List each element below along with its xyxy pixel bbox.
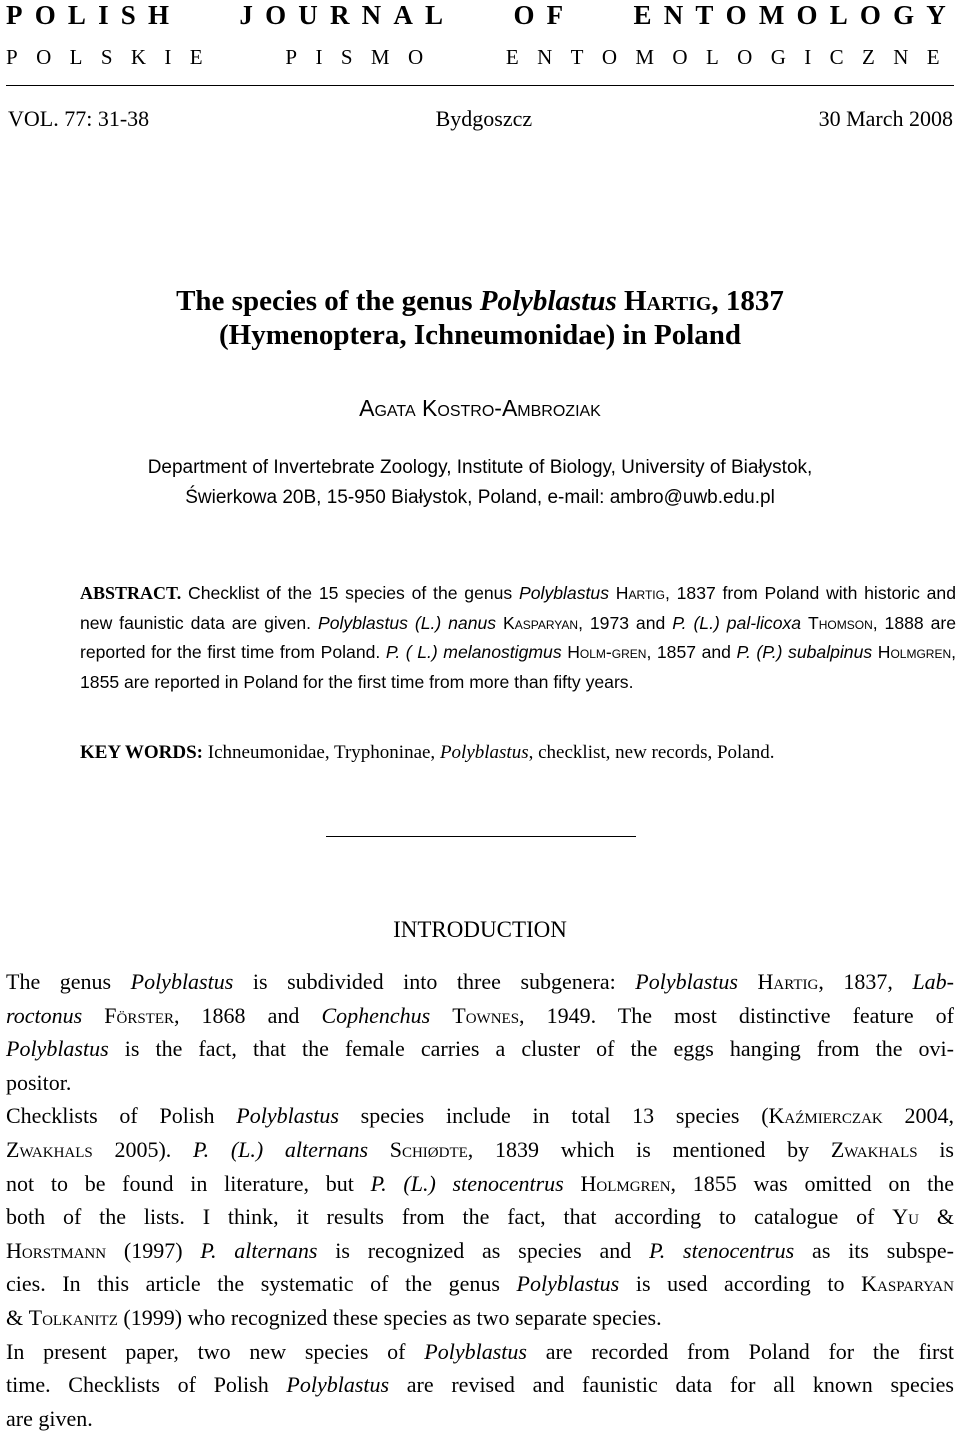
journal-title-letter: N	[361, 0, 382, 30]
journal-subtitle-letter: M	[635, 45, 655, 69]
journal-title-letter: P	[6, 0, 23, 30]
journal-subtitle-letter: O	[672, 45, 688, 69]
journal-title-letter: O	[859, 0, 881, 30]
journal-subtitle-letter: I	[164, 45, 172, 69]
journal-subtitle-letter: O	[407, 45, 424, 69]
abstract-label: ABSTRACT.	[80, 583, 182, 603]
journal-subtitle-letter: P	[6, 45, 18, 69]
journal-title	[6, 0, 946, 30]
affiliation-line2: Świerkowa 20B, 15-950 Białystok, Poland, e-mail: ambro@uwb.edu.pl	[185, 487, 775, 508]
intro-paragraph-1: The genus Polyblastus is subdivided into three subgenera: Polyblastus Hartig, 1837, Lab- roctonus Förster, 1868 and Cophenchus Townes, 1949. The most distinctive feature of Polyblastus is the fact, that the female carries a cluster of the eggs hanging from the ovi- positor.	[6, 969, 955, 1095]
journal-title-letter: O	[265, 0, 287, 30]
journal-subtitle-letter: S	[100, 45, 113, 69]
journal-subtitle-letter: N	[893, 45, 909, 69]
issue-date: 30 March 2008	[818, 106, 953, 131]
intro-paragraph-3: In present paper, two new species of Polyblastus are recorded from Poland for the first time. Checklists of Polish Polyblastus are revised and faunistic data for all known species are given.	[6, 1338, 954, 1431]
journal-title-letter: M	[758, 0, 785, 30]
word-gap	[221, 44, 267, 70]
journal-title-letter: S	[120, 0, 136, 30]
word-gap	[575, 0, 621, 30]
journal-subtitle-letter: E	[189, 45, 203, 69]
journal-title-letter: T	[695, 0, 714, 30]
journal-title-letter: O	[513, 0, 535, 30]
section-separator	[326, 836, 636, 837]
journal-title-letter: O	[725, 0, 747, 30]
journal-subtitle-letter: N	[537, 45, 553, 69]
journal-subtitle-letter: T	[570, 45, 584, 69]
journal-subtitle-letter: K	[130, 45, 147, 69]
place: Bydgoszcz	[435, 106, 533, 131]
journal-subtitle	[6, 44, 940, 70]
introduction-heading: INTRODUCTION	[393, 917, 567, 942]
journal-title-letter: J	[239, 0, 253, 30]
journal-subtitle-letter: C	[829, 45, 844, 69]
journal-title-letter: I	[98, 0, 109, 30]
journal-title-letter: E	[633, 0, 652, 30]
journal-subtitle-letter: E	[505, 45, 519, 69]
journal-title-letter: U	[298, 0, 318, 30]
journal-subtitle-letter: O	[601, 45, 617, 69]
article-title-line2: (Hymenoptera, Ichneumonidae) in Poland	[218, 319, 742, 351]
journal-subtitle-letter: L	[69, 45, 83, 69]
journal-title-letter: F	[546, 0, 564, 30]
affiliation-line1: Department of Invertebrate Zoology, Institute of Biology, University of Białystok,	[147, 457, 813, 478]
word-gap	[455, 0, 501, 30]
keywords: KEY WORDS: Ichneumonidae, Tryphoninae, Polyblastus, checklist, new records, Poland.	[80, 742, 775, 763]
journal-title-letter: H	[148, 0, 170, 30]
journal-subtitle-letter: P	[285, 45, 298, 69]
journal-title-letter: A	[393, 0, 413, 30]
journal-title-letter: G	[893, 0, 915, 30]
journal-subtitle-letter: O	[36, 45, 52, 69]
journal-title-letter: O	[796, 0, 818, 30]
journal-subtitle-letter: L	[705, 45, 719, 69]
issue-meta	[8, 106, 953, 132]
word-gap	[441, 44, 487, 70]
journal-title-letter: L	[425, 0, 444, 30]
intro-paragraph-2: Checklists of Polish Polyblastus species include in total 13 species (Kaźmierczak 2004, Zwakhals 2005). P. (L.) alternans Schiødte, 1839 which is mentioned by Zwakhals is not to be found in literature, but P. (L.) stenocentrus Holmgren, 1855 was omitted on the both of the lists. I think, it results from the fact, that according to catalogue of Yu & Horstmann (1997) P. alternans is recognized as species and P. stenocentrus as its subspe- cies. In this article the systematic of the genus Polyblastus is used according to Kasparyan & Tolkanitz (1999) who recognized these species as two separate species.	[6, 1103, 955, 1330]
journal-subtitle-letter: Z	[862, 45, 875, 69]
journal-title-letter: R	[329, 0, 350, 30]
journal-title-letter: L	[829, 0, 848, 30]
introduction-body	[6, 965, 954, 1435]
abstract: ABSTRACT. Checklist of the 15 species of the genus Polyblastus Hartig, 1837 from Poland with historic and new faunistic data are given. Polyblastus (L.) nanus Kasparyan, 1973 and P. (L.) pal-licoxa Thomson, 1888 are reported for the first time from Poland. P. ( L.) melanostigmus Holm-gren, 1857 and P. (P.) subalpinus Holmgren, 1855 are reported in Poland for the first time from more than fifty years.	[80, 583, 957, 692]
word-gap	[181, 0, 227, 30]
keywords-label: KEY WORDS:	[80, 742, 203, 763]
journal-subtitle-letter: O	[737, 45, 753, 69]
volume-pages: VOL. 77: 31-38	[8, 106, 150, 131]
journal-subtitle-letter: G	[770, 45, 786, 69]
journal-subtitle-letter: I	[315, 45, 323, 69]
header-rule	[6, 85, 954, 86]
journal-title-letter: N	[663, 0, 684, 30]
journal-subtitle-letter: S	[340, 45, 353, 69]
journal-title-letter: L	[67, 0, 86, 30]
journal-subtitle-letter: M	[370, 45, 390, 69]
journal-title-letter: O	[34, 0, 56, 30]
journal-title-letter: Y	[926, 0, 946, 30]
article-title-line1: The species of the genus Polyblastus Hartig, 1837	[176, 285, 784, 317]
journal-subtitle-letter: E	[926, 45, 940, 69]
author-name: Agata Kostro-Ambroziak	[359, 395, 601, 421]
journal-subtitle-letter: I	[804, 45, 812, 69]
